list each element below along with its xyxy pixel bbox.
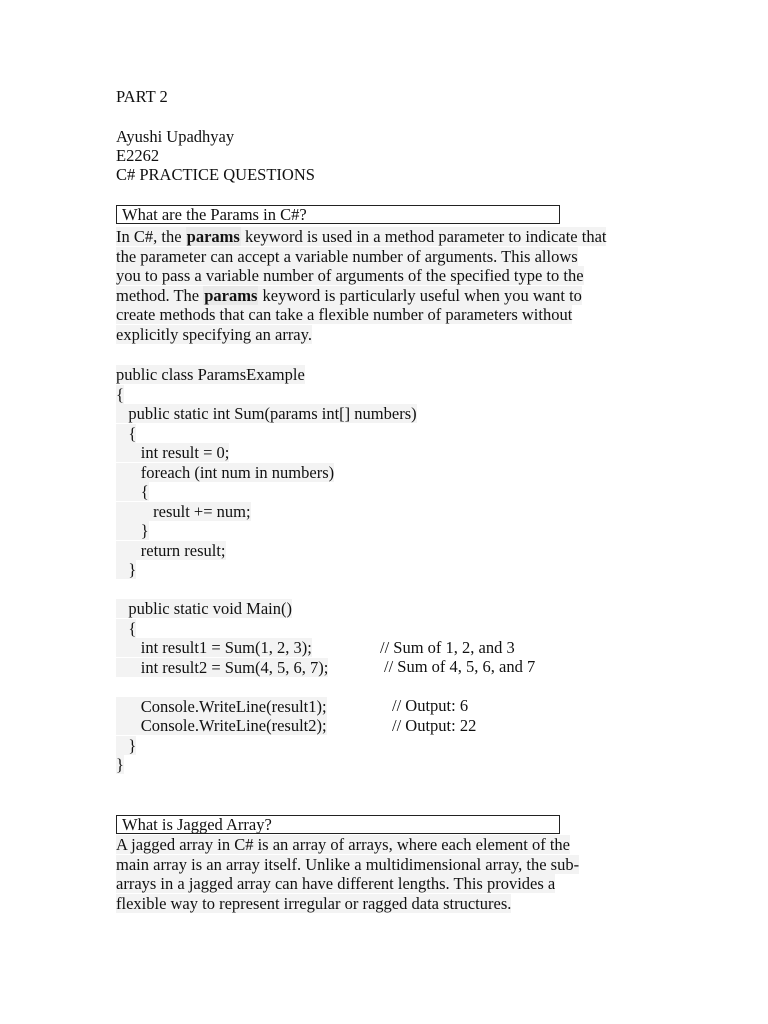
code-text: public class ParamsExample <box>116 365 305 384</box>
text-run: keyword is used in a method parameter to indicate that <box>240 227 607 246</box>
code-text: } <box>116 735 137 755</box>
code-comment: // Sum of 1, 2, and 3 <box>380 638 515 657</box>
text-run: arrays in a jagged array can have different lengths. This provides a <box>116 874 556 893</box>
code-text: int result1 = Sum(1, 2, 3); <box>116 638 312 657</box>
author-name: Ayushi Upadhyay <box>116 127 235 146</box>
answer-jagged-paragraph <box>116 835 579 913</box>
paragraph-line <box>116 855 579 875</box>
code-text: result += num; <box>116 501 251 521</box>
code-text: } <box>116 755 124 774</box>
text-run: the parameter can accept a variable number of arguments. This allows <box>116 246 578 266</box>
code-line <box>116 463 417 483</box>
code-line <box>116 502 417 522</box>
code-line <box>116 716 417 736</box>
code-text: } <box>116 521 149 540</box>
code-text: foreach (int num in numbers) <box>116 462 335 482</box>
code-comment: // Output: 22 <box>392 716 477 735</box>
code-line <box>116 521 417 541</box>
code-line <box>116 697 417 717</box>
code-text: { <box>116 618 137 638</box>
code-line <box>116 365 417 385</box>
code-text: int result = 0; <box>116 443 230 462</box>
code-line <box>116 736 417 756</box>
code-block-params <box>116 365 417 775</box>
question-params: What are the Params in C#? <box>122 205 307 224</box>
text-run: A jagged array in C# is an array of arrays, where each element of the <box>116 835 571 854</box>
code-comment: // Sum of 4, 5, 6, and 7 <box>384 657 536 676</box>
paragraph-line <box>116 325 606 345</box>
answer-params-paragraph <box>116 227 606 344</box>
code-text: public static void Main() <box>116 599 292 618</box>
code-text: } <box>116 560 137 579</box>
text-run: you to pass a variable number of arguments of the specified type to the <box>116 266 584 285</box>
blank-line <box>116 677 417 697</box>
code-line <box>116 404 417 424</box>
text-run: main array is an array itself. Unlike a multidimensional array, the sub- <box>116 854 580 874</box>
part-heading: PART 2 <box>116 87 168 106</box>
code-line <box>116 482 417 502</box>
code-text: Console.WriteLine(result2); <box>116 716 327 735</box>
code-text: return result; <box>116 540 226 560</box>
code-line <box>116 658 417 678</box>
text-run: In C#, the <box>116 227 186 246</box>
paragraph-line <box>116 874 579 894</box>
document-subject: C# PRACTICE QUESTIONS <box>116 165 315 184</box>
code-line <box>116 424 417 444</box>
code-line <box>116 385 417 405</box>
code-text: public static int Sum(params int[] numbers) <box>116 404 417 423</box>
text-run: keyword is particularly useful when you want to <box>258 285 582 305</box>
keyword-params: params <box>186 227 240 246</box>
paragraph-line <box>116 247 606 267</box>
text-run: explicitly specifying an array. <box>116 324 312 344</box>
paragraph-line <box>116 894 579 914</box>
paragraph-line <box>116 227 606 247</box>
code-line <box>116 755 417 775</box>
text-run: create methods that can take a flexible number of parameters without <box>116 305 573 324</box>
code-text: { <box>116 384 124 404</box>
code-line <box>116 541 417 561</box>
text-run: flexible way to represent irregular or ragged data structures. <box>116 893 512 913</box>
paragraph-line <box>116 286 606 306</box>
code-text: { <box>116 423 137 443</box>
code-text: int result2 = Sum(4, 5, 6, 7); <box>116 657 329 677</box>
code-line <box>116 599 417 619</box>
code-text: Console.WriteLine(result1); <box>116 696 327 716</box>
keyword-params: params <box>204 285 258 305</box>
paragraph-line <box>116 266 606 286</box>
text-run: method. The <box>116 285 204 305</box>
code-line <box>116 638 417 658</box>
question-jagged: What is Jagged Array? <box>122 815 272 834</box>
paragraph-line <box>116 835 579 855</box>
code-line <box>116 443 417 463</box>
code-comment: // Output: 6 <box>392 696 469 715</box>
blank-line <box>116 580 417 600</box>
code-line <box>116 560 417 580</box>
paragraph-line <box>116 305 606 325</box>
code-text: { <box>116 482 149 501</box>
code-line <box>116 619 417 639</box>
student-id: E2262 <box>116 146 160 165</box>
